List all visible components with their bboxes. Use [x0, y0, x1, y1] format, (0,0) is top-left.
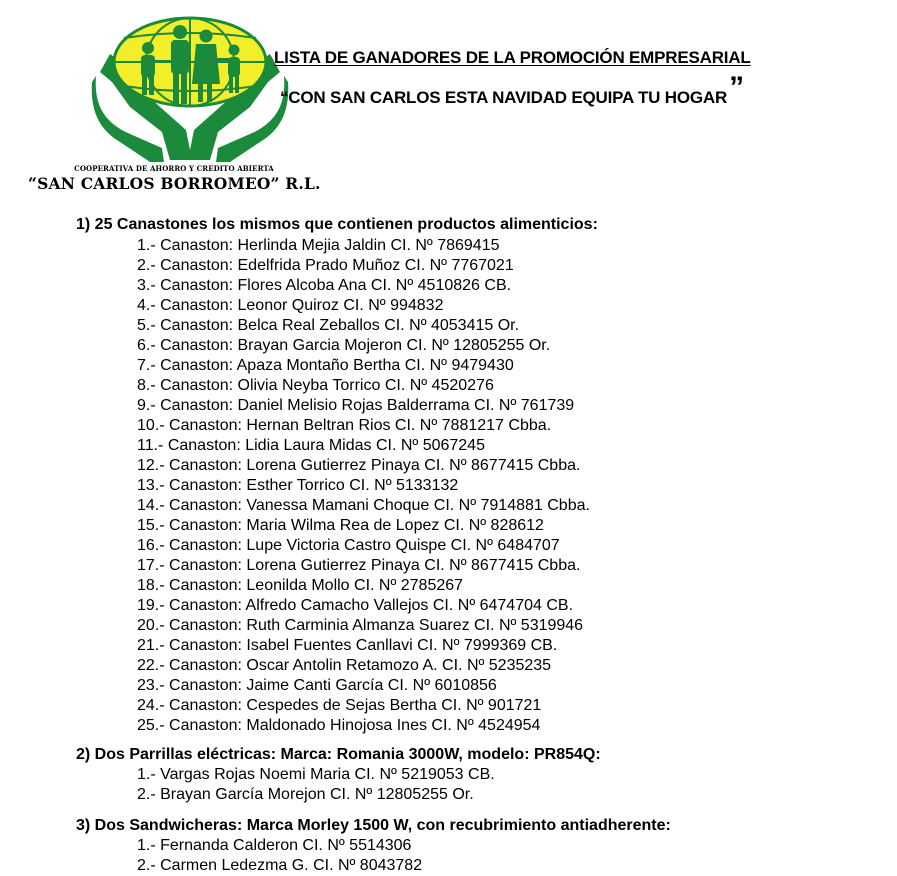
list-item: 2.- Carmen Ledezma G. CI. Nº 8043782 [137, 857, 423, 874]
list-item: 22.- Canaston: Oscar Antolin Retamozo A. CI. Nº 5235235 [137, 657, 552, 674]
list-item: 17.- Canaston: Lorena Gutierrez Pinaya CI. Nº 8677415 Cbba. [137, 557, 581, 574]
hands-globe-family-icon [90, 12, 290, 172]
list-item: 12.- Canaston: Lorena Gutierrez Pinaya CI. Nº 8677415 Cbba. [137, 457, 581, 474]
list-item: 1.- Canaston: Herlinda Mejia Jaldin CI. Nº 7869415 [137, 237, 500, 254]
list-item: 11.- Canaston: Lidia Laura Midas CI. Nº 5067245 [137, 437, 485, 454]
cooperative-type-text: COOPERATIVA DE AHORRO Y CREDITO ABIERTA [74, 164, 274, 173]
document-title: LISTA DE GANADORES DE LA PROMOCIÓN EMPRESARIAL [274, 48, 751, 67]
list-item: 1.- Vargas Rojas Noemi Maria CI. Nº 5219053 CB. [137, 766, 495, 783]
section-heading-sandwicheras: 3) Dos Sandwicheras: Marca Morley 1500 W, con recubrimiento antiadherente: [76, 817, 671, 834]
list-item: 19.- Canaston: Alfredo Camacho Vallejos CI. Nº 6474704 CB. [137, 597, 574, 614]
section-heading-parrillas: 2) Dos Parrillas eléctricas: Marca: Romania 3000W, modelo: PR854Q: [76, 746, 601, 763]
list-item: 3.- Canaston: Flores Alcoba Ana CI. Nº 4510826 CB. [137, 277, 512, 294]
list-item: 6.- Canaston: Brayan Garcia Mojeron CI. Nº 12805255 Or. [137, 337, 551, 354]
closing-quote: ” [729, 71, 744, 104]
list-item: 14.- Canaston: Vanessa Mamani Choque CI. Nº 7914881 Cbba. [137, 497, 590, 514]
list-item: 20.- Canaston: Ruth Carminia Almanza Suarez CI. Nº 5319946 [137, 617, 584, 634]
list-item: 4.- Canaston: Leonor Quiroz CI. Nº 994832 [137, 297, 444, 314]
list-item: 24.- Canaston: Cespedes de Sejas Bertha CI. Nº 901721 [137, 697, 542, 714]
list-item: 16.- Canaston: Lupe Victoria Castro Quispe CI. Nº 6484707 [137, 537, 560, 554]
list-item: 25.- Canaston: Maldonado Hinojosa Ines CI. Nº 4524954 [137, 717, 541, 734]
section-heading-canastones: 1) 25 Canastones los mismos que contienen productos alimenticios: [76, 216, 598, 233]
list-item: 10.- Canaston: Hernan Beltran Rios CI. Nº 7881217 Cbba. [137, 417, 552, 434]
list-item: 21.- Canaston: Isabel Fuentes Canllavi CI. Nº 7999369 CB. [137, 637, 558, 654]
winners-list-parrillas [137, 765, 495, 805]
list-item: 13.- Canaston: Esther Torrico CI. Nº 5133132 [137, 477, 459, 494]
cooperative-name-text: “SAN CARLOS BORROMEO” R.L. [28, 174, 321, 193]
list-item: 2.- Canaston: Edelfrida Prado Muñoz CI. Nº 7767021 [137, 257, 514, 274]
promotion-name-text: “CON SAN CARLOS ESTA NAVIDAD EQUIPA TU HOGAR [280, 88, 728, 107]
list-item: 15.- Canaston: Maria Wilma Rea de Lopez CI. Nº 828612 [137, 517, 544, 534]
list-item: 9.- Canaston: Daniel Melisio Rojas Balderrama CI. Nº 761739 [137, 397, 575, 414]
list-item: 23.- Canaston: Jaime Canti García CI. Nº 6010856 [137, 677, 497, 694]
list-item: 8.- Canaston: Olivia Neyba Torrico CI. Nº 4520276 [137, 377, 494, 394]
list-item: 18.- Canaston: Leonilda Mollo CI. Nº 2785267 [137, 577, 464, 594]
winners-list-sandwicheras [137, 836, 422, 876]
list-item: 7.- Canaston: Apaza Montaño Bertha CI. Nº 9479430 [137, 357, 514, 374]
list-item: 5.- Canaston: Belca Real Zeballos CI. Nº 4053415 Or. [137, 317, 520, 334]
list-item: 1.- Fernanda Calderon CI. Nº 5514306 [137, 837, 412, 854]
list-item: 2.- Brayan García Morejon CI. Nº 12805255 Or. [137, 786, 474, 803]
promotion-name [280, 71, 744, 108]
winners-list-canastones [137, 236, 590, 736]
